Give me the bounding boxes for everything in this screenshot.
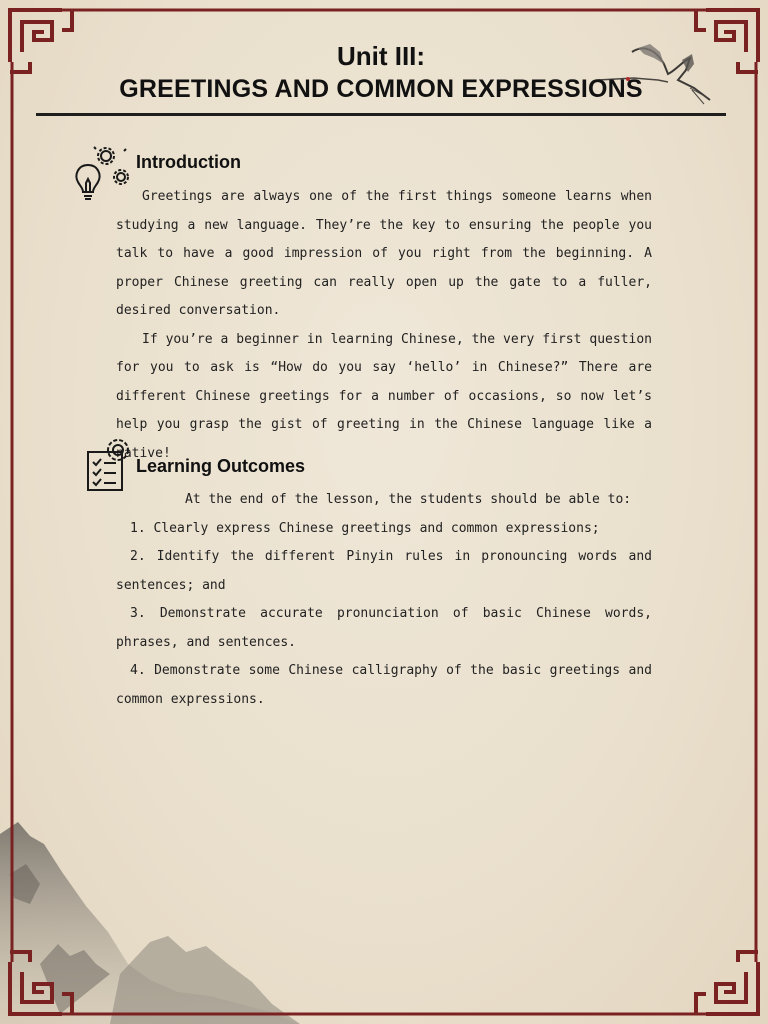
unit-number: Unit III: [336, 41, 426, 71]
introduction-body [116, 183, 652, 468]
introduction-heading: Introduction [136, 152, 241, 172]
learning-outcomes-heading: Learning Outcomes [136, 456, 306, 476]
learning-outcome-item: 3. Demonstrate accurate pronunciation of basic Chinese words, phrases, and sentences. [116, 606, 652, 650]
learning-outcomes-body [116, 486, 652, 714]
learning-outcomes-lead: At the end of the lesson, the students should be able to: [185, 492, 632, 507]
introduction-paragraph-1: Greetings are always one of the first things someone learns when studying a new language. They’re the key to ensuring the people you talk to have a good impression of you right from the beginning. A proper Chinese greeting can really open up the gate to a fuller, desired conversation. [116, 189, 652, 318]
learning-outcome-item: 2. Identify the different Pinyin rules in pronouncing words and sentences; and [116, 549, 652, 593]
introduction-paragraph-2: If you’re a beginner in learning Chinese, the very first question for you to ask is “How do you say ‘hello’ in Chinese?” There are different Chinese greetings for a number of occasions, so now let’s help you grasp the gist of greeting in the Chinese language like a native! [116, 331, 652, 461]
page-title [36, 40, 726, 106]
checklist-gear-icon [84, 436, 134, 492]
unit-title: GREETINGS AND COMMON EXPRESSIONS [119, 75, 643, 103]
learning-outcome-item: 4. Demonstrate some Chinese calligraphy of the basic greetings and common expressions. [116, 663, 652, 707]
title-divider [36, 113, 726, 116]
learning-outcome-item: 1. Clearly express Chinese greetings and common expressions; [130, 520, 600, 536]
